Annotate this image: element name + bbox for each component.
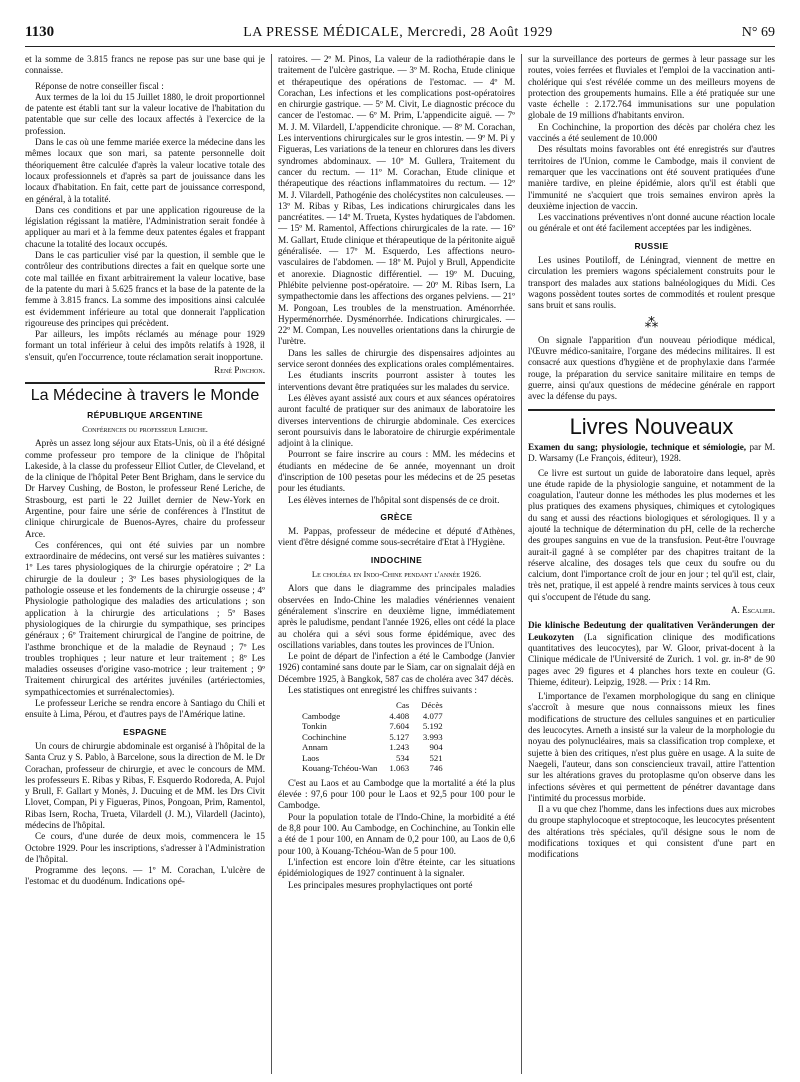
paragraph: L'infection est encore loin d'être éteinte, car les situations épidémiologiques de 1927 continuent à la signaler. bbox=[278, 856, 515, 879]
table-cell: Laos bbox=[302, 752, 320, 763]
paragraph: Un cours de chirurgie abdominale est organisé à l'hôpital de la Santa Cruz y S. Pablo, à Barcelone, sous la direction de M. le Dr Corachan, professeur de chirurgie, et avec le concours de MM. les professeurs E. Ribas y Ribas, F. Esquerdo Rodoreda, A. Pujol y Brull, F. Gallart y Monès, J. Ducuing et de MM. les Drs Civit Llovet, Compan, Pi y Figueras, Pinos, Pongoan, Prim, Ramentol, Ribas Isern, Rocha, Trueta, Vilardell (J. M.), Vilardell (Jacinto), médecins de l'hôpital. bbox=[25, 740, 265, 830]
table-cell: 4.077 bbox=[422, 710, 443, 721]
issue-number: N° 69 bbox=[741, 25, 775, 40]
table-cell: Tonkin bbox=[302, 721, 327, 732]
table-cell: Kouang-Tchéou-Wan bbox=[302, 763, 378, 774]
paragraph: Il a vu que chez l'homme, dans les infections dues aux microbes du groupe staphylocoque et streptocoque, les leucocytes présentent des altérations très spéciales, qu'il désigne sous le nom de modifications toxiques et qui consistent d'une part en modifications bbox=[528, 804, 775, 860]
section-title: La Médecine à travers le Monde bbox=[30, 387, 260, 405]
column-divider bbox=[271, 54, 272, 1074]
paragraph: L'importance de l'examen morphologique du sang en clinique s'accroît à mesure que nous connaissons mieux les fines modifications de structure des cellules sanguines et en particulier des leucocytes. Arneth a insisté sur la valeur de la morphologie du noyau des polynucléaires, mais sa classification trop complexe, et sujette à bien des critiques, n'est plus guère en usage. A la suite de Naegeli, l'auteur, dans son consciencieux travail, attire l'attention sur les altérations graves du protoplasme qu'on observe dans les infections sévères et qui permettent de pénétrer davantage dans l'intimité du processus morbide. bbox=[528, 691, 775, 803]
table-cell: 1.243 bbox=[389, 742, 410, 753]
table-cell: Cambodge bbox=[302, 710, 341, 721]
paragraph: Les vaccinations préventives n'ont donné aucune réaction locale ou générale et ont été facilement acceptées par les indigènes. bbox=[528, 212, 775, 234]
paragraph: M. Pappas, professeur de médecine et député d'Athènes, vient d'être désigné comme sous-secrétaire d'Etat à l'Hygiène. bbox=[278, 526, 515, 548]
table-cell: 7.604 bbox=[389, 721, 410, 732]
table-row bbox=[296, 711, 449, 722]
table-cell: 1.063 bbox=[389, 763, 410, 774]
paragraph: Dans les salles de chirurgie des dispensaires adjointes au service seront données des explications orales complémentaires. bbox=[278, 347, 515, 370]
table-cell: 4.408 bbox=[389, 710, 410, 721]
table-cell: 3.993 bbox=[422, 731, 443, 742]
section-rule bbox=[25, 382, 265, 384]
paragraph: Pourront se faire inscrire au cours : MM. les médecins et étudiants en médecine de 6e année, moyennant un droit d'inscription de 100 pesetas pour les médecins et de 25 pesetas pour les étudiants. bbox=[278, 449, 515, 494]
table-cell: Cochinchine bbox=[302, 731, 347, 742]
country-heading: GRÈCE bbox=[380, 511, 413, 522]
paragraph: Programme des leçons. — 1º M. Corachan, L'ulcère de l'estomac et du duodénum. Indications opé- bbox=[25, 865, 265, 887]
table-cell: 746 bbox=[429, 763, 443, 774]
table-row bbox=[296, 753, 449, 764]
asterism: ⁂ bbox=[644, 315, 659, 331]
paragraph: On signale l'apparition d'un nouveau périodique médical, l'Œuvre médico-sanitaire, l'organe des médecins militaires. Il est consacré aux questions d'hygiène et de prophylaxie dans l'armée rouge, la préparation du service sanitaire militaire en temps de guerre, ainsi qu'aux questions de médecine générale en rapport avec la défense du pays. bbox=[528, 334, 775, 402]
page-number: 1130 bbox=[25, 24, 55, 40]
subheading: Conférences du professeur Leriche. bbox=[82, 423, 208, 434]
paragraph: Ce cours, d'une durée de deux mois, commencera le 15 Octobre 1929. Pour les inscriptions, s'adresser à l'Administration de l'hôpital. bbox=[25, 831, 265, 864]
country-heading: ESPAGNE bbox=[123, 726, 167, 737]
paragraph: Les élèves ayant assisté aux cours et aux séances opératoires auront faculté de pratiquer sur des animaux de laboratoire les diverses interventions de chirurgie abdominale. Ces exercices seront poursuivis dans le laboratoire de chirurgie expérimentale adjoint à la clinique. bbox=[278, 392, 515, 449]
table-header: Décès bbox=[421, 700, 443, 711]
paragraph: Les élèves internes de l'hôpital sont dispensés de ce droit. bbox=[288, 494, 500, 505]
section-rule bbox=[528, 409, 775, 411]
country-heading: INDOCHINE bbox=[370, 554, 423, 565]
table-cell: 5.127 bbox=[389, 731, 410, 742]
column-3 bbox=[528, 54, 775, 1074]
paragraph: Le professeur Leriche se rendra encore à Santiago du Chili et ensuite à Lima, Pérou, et d'autres pays de l'Amérique latine. bbox=[25, 698, 265, 720]
cholera-table bbox=[296, 700, 449, 774]
paragraph: sur la surveillance des porteurs de germes à leur passage sur les routes, voies ferrées et fluviales et l'emploi de la vaccination anti-cholérique qui s'est révélée comme un des meilleurs moyens de protection des groupements humains. Elle a été pratiquée sur une vaste échelle : 2.172.764 immunisations sur une population globale de 19 millions d'habitants environ. bbox=[528, 54, 775, 121]
paragraph: Par ailleurs, les impôts réclamés au ménage pour 1929 formant un total inférieur à celui des impôts relatifs à 1928, il s'ensuit, qu'en l'occurrence, toute réclamation serait inopportune. bbox=[25, 329, 265, 362]
table-header bbox=[296, 700, 383, 711]
table-cell: 904 bbox=[429, 742, 443, 753]
table-row bbox=[296, 763, 449, 774]
paragraph: Ce livre est surtout un guide de laboratoire dans lequel, après une étude rapide de la physiologie sanguine, et notamment de la coagulation, l'auteur donne les méthodes les plus modernes et les plus pratiques des examens physiques, chimiques et cytologiques du sang et aussi des réactions biologiques et sérologiques. Il y a ajouté la technique de détermination du pH, celle de la recherche des groupes sanguins en vue de la transfusion. Peut-être l'ouvrage aurait-il gagné à se compléter par des chapitres traitant de la réserve alcaline, des dosages tels que ceux du soufre ou du calcium, dont l'importance croît de jour en jour ; tel qu'il est, clair, très net, pratique, il est appelé à rendre maints services à tous ceux qui s'occupent de l'étude du sang. bbox=[528, 467, 775, 602]
page-header bbox=[25, 24, 775, 47]
book-reference: par M. D. Warsamy (Le François, éditeur), 1928. bbox=[528, 441, 775, 464]
book-title: Die klinische Bedeutung der qualitativen Veränderungen der Leukozyten bbox=[528, 620, 775, 642]
paragraph: Après un assez long séjour aux Etats-Unis, où il a été désigné comme professeur pro tempore de la clinique de l'hôpital Lakeside, à la classe du professeur Elliot Cutler, de Cleveland, et de la clinique de l'hôpital Peter Bent Brigham, dans le service du Dr Harvey Cushing, de Boston, le professeur René Leriche, de Strasbourg, est parti le 22 Juillet dernier de New-York en Argentine, pour faire une série de conférences à l'Institut de clinique chirurgicale de Buenos-Ayres, chaire du professeur Arce. bbox=[25, 438, 265, 539]
paragraph: C'est au Laos et au Cambodge que la mortalité a été la plus élevée : 97,6 pour 100 pour le Laos et 92,5 pour 100 pour le Cambodge. bbox=[278, 777, 515, 811]
book-title: Examen du sang; physiologie, technique et sémiologie, bbox=[528, 441, 747, 452]
paragraph: Réponse de notre conseiller fiscal : bbox=[35, 80, 164, 91]
table-row bbox=[296, 742, 449, 753]
table-row bbox=[296, 732, 449, 743]
paragraph: Alors que dans le diagramme des principales maladies observées en Indo-Chine les maladies vénériennes venaient généralement s'inscrire en deuxième ligne, immédiatement après le paludisme, pendant l'année 1926, elles ont cédé la place au choléra qui a sévi sous forme épidémique, avec des oscillations variables, dans toutes les provinces de l'Union. bbox=[278, 583, 515, 650]
paragraph: Les étudiants inscrits pourront assister à toutes les interventions devant être pratiquées sur les malades du service. bbox=[278, 370, 515, 392]
table-cell: 5.192 bbox=[422, 721, 443, 732]
paragraph: Dans le cas où une femme mariée exerce la médecine dans les mêmes locaux que son mari, sa patente personnelle doit théoriquement être calculée d'après la valeur locative totale des locaux professionnels et d'après sa part de jouissance dans les locaux d'habitation. En fait, cette part de jouissance correspond, en général, à la totalité. bbox=[25, 137, 265, 204]
table-cell: 521 bbox=[429, 752, 443, 763]
subheading: Le choléra en Indo-Chine pendant l'année 1926. bbox=[311, 569, 482, 580]
paragraph: Aux termes de la loi du 15 Juillet 1880, le droit proportionnel de patente est établi tant sur la valeur locative de l'habitation du patentable que sur celle des locaux affectés à l'exercice de la profession. bbox=[25, 91, 265, 136]
country-heading: RÉPUBLIQUE ARGENTINE bbox=[87, 409, 203, 420]
table-header: Cas bbox=[395, 700, 410, 711]
table-row bbox=[296, 721, 449, 732]
paragraph: Ces conférences, qui ont été suivies par un nombre extraordinaire de médecins, ont versé sur les matières suivantes : 1º Les tares physiologiques de la chirurgie opératoire ; 2º La chirurgie de la douleur ; 3º Les bases physiologiques de la pathologie osseuse et les fondements de la chirurgie osseuse ; 4º Physiologie pathologique des maladies des articulations ; son application à la chirurgie des articulations ; 5º Bases physiologiques de la chirurgie du sympathique, ses principes généraux ; 6º Traitement chirurgical de l'angine de poitrine, de l'asthme bronchique et de la maladie de Reynaud ; 7º Les troubles trophiques ; leur nature et leur traitement ; 8º Les maladies osseuses d'origine vaso-motrice ; leur traitement ; 9º Traitement chirurgical des artérites juvéniles (artériectomies, sympathicectomies et surrénalectomies). bbox=[25, 539, 265, 697]
table-cell: Annam bbox=[302, 742, 328, 753]
column-divider bbox=[521, 54, 522, 1074]
paragraph: Les usines Poutiloff, de Léningrad, viennent de mettre en circulation les premiers wagons spécialement construits pour le transport des malades aux stations balnéologiques du Midi. Ces wagons possèdent toutes sortes de commodités et roulent presque sans bruit et sans roulis. bbox=[528, 255, 775, 311]
paragraph: Dans ces conditions et par une application rigoureuse de la législation régissant la matière, l'Administration serait fondée à appliquer au mari et à la femme deux patentes égales et frappant chacune la totalité des locaux occupés. bbox=[25, 204, 265, 249]
signature: René Pinchon. bbox=[214, 365, 265, 376]
paragraph: Pour la population totale de l'Indo-Chine, la morbidité a été de 8,8 pour 100. Au Cambodge, en Cochinchine, au Tonkin elle a été de 1 pour 100, en Annam de 0,2 pour 100, au Laos de 0,6 pour 100, à Kouang-Tchéou-Wan de 5 pour 100. bbox=[278, 811, 515, 856]
books-section-title: Livres Nouveaux bbox=[569, 413, 734, 439]
paragraph: Les statistiques ont enregistré les chiffres suivants : bbox=[288, 685, 477, 696]
book-reference: (La signification clinique des modifications quantitatives des leucocytes), par W. Gloor, privat-docent à la Clinique médicale de l'Université de Zurich. 1 vol. gr. in-8º de 90 pages avec 29 figures et 4 planches hors texte en couleur (G. Thieme, éditeur). Leipzig, 1928. — Prix : 14 Rm. bbox=[528, 631, 775, 687]
paragraph: et la somme de 3.815 francs ne repose pas sur une base qui je connaisse. bbox=[25, 54, 265, 76]
journal-title: LA PRESSE MÉDICALE, Mercredi, 28 Août 1929 bbox=[243, 25, 553, 40]
table-cell: 534 bbox=[395, 752, 410, 763]
column-2 bbox=[278, 54, 515, 1074]
paragraph: ratoires. — 2º M. Pinos, La valeur de la radiothérapie dans le traitement de l'ulcère gastrique. — 3º M. Rocha, Etude clinique et thérapeutique des opérations de l'estomac. — 4º M. Corachan, Les infections et les complications post-opératoires en chirurgie gastrique. — 5º M. Civit, Le diagnostic précoce du cancer de l'estomac. — 6º M. Prim, L'appendicite aiguë. — 7º M. J. M. Vilardell, L'appendicite chronique. — 8º M. Corachan, Les interventions chirurgicales sur le gros intestin. — 9º M. Pi y Figueras, Les variations de la teneur en chlorures dans les divers syndromes abdominaux. — 10º M. Gullera, Traitement du cancer du rectum. — 11º M. Corachan, Etude clinique et thérapeutique des réactions inflammatoires du rectum. — 12º M. J. Vilardell, Pathogénie des cholécystites non calculeuses. — 13º M. Ribas y Ribas, Les indications chirurgicales dans les pancréatites. — 14º M. Trueta, Kystes hydatiques de l'abdomen. — 15º M. Ramentol, Affections chirurgicales de la rate. — 16º M. Gallart, Etude clinique et thérapeutique de la péritonite aiguë généralisée. — 17º M. Esquerdo, Les affections neuro-vasculaires de l'abdomen. — 18º M. Pujol y Brull, Appendicite et anorexie. Diagnostic différentiel. — 19º M. Ducuing, Phlébite pelvienne post-opératoire. — 20º M. Ribas Isern, La sympathectomie dans les affections des organes pelviens. — 21º M. Pongoan, Les troubles de la menstruation. Aménorrhée. Hyperménorrhée. Dysménorrhée. Indications chirurgicales. — 22º M. Compan, Les nouvelles orientations dans la chirurgie de l'urètre. bbox=[278, 54, 515, 347]
table-header-row bbox=[296, 700, 449, 711]
paragraph: Les principales mesures prophylactiques ont porté bbox=[288, 879, 473, 890]
paragraph: En Cochinchine, la proportion des décès par choléra chez les vaccinés a été seulement de 10.000 bbox=[528, 121, 775, 144]
column-1 bbox=[25, 54, 265, 1074]
country-heading: RUSSIE bbox=[634, 240, 669, 251]
paragraph: Dans le cas particulier visé par la question, il semble que le contrôleur des contributions directes a fait en quelque sorte une cote mal taillée en fixant arbitrairement la valeur locative, base de la patente du mari à 5.625 francs et la base de la patente de la femme à 3.815 francs. La somme des impositions ainsi calculée est évidemment inférieure au total que donnerait l'application rigoureuse des principes qui précèdent. bbox=[25, 250, 265, 328]
paragraph: Le point de départ de l'infection a été le Cambodge (Janvier 1926) contaminé sans doute par le Siam, car on signalait déjà en Décembre 1925, à Bangkok, 587 cas de choléra avec 347 décès. bbox=[278, 651, 515, 684]
paragraph: Des résultats moins favorables ont été enregistrés sur d'autres territoires de l'Union, comme le Cambodge, mais il convient de remarquer que les vaccinations ont été souvent pratiquées d'une manière tardive, en pleine épidémie, alors qu'il est établi que l'immunité ne s'acquiert que trois semaines environ après la deuxième injection de vaccin. bbox=[528, 144, 775, 211]
signature: A. Escalier. bbox=[730, 605, 775, 616]
